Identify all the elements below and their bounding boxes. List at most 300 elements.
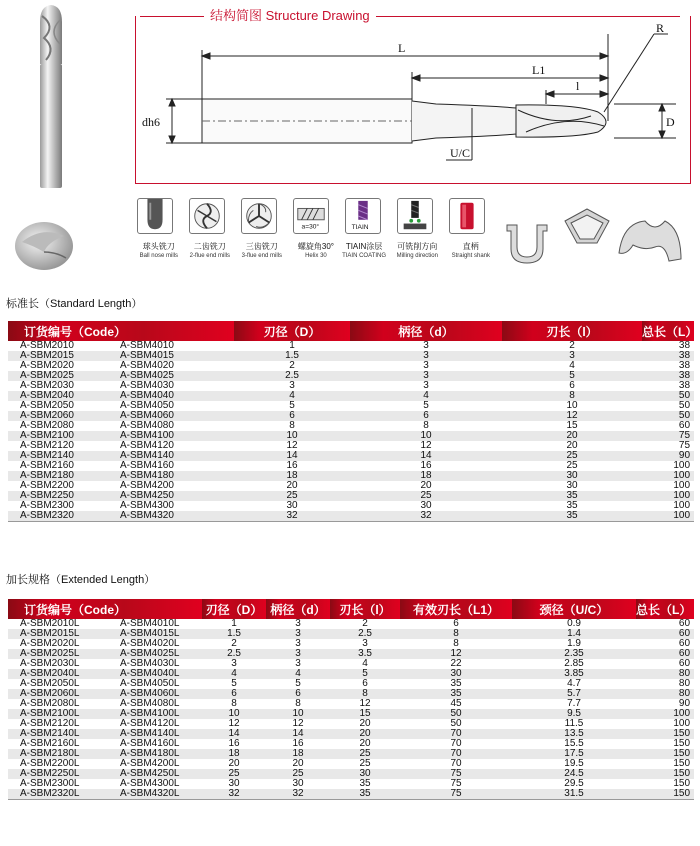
table-cell: A-SBM2030: [8, 381, 108, 391]
table-header-row: [8, 321, 694, 341]
table-row: [8, 501, 694, 511]
table-cell: A-SBM2025: [8, 371, 108, 381]
table-cell: A-SBM4250: [108, 491, 234, 501]
table-cell: 4: [330, 659, 400, 669]
table-cell: 3: [266, 629, 330, 639]
table-cell: 25: [350, 491, 502, 501]
table-cell: 100: [636, 709, 694, 719]
table-cell: A-SBM4015L: [108, 629, 202, 639]
two-flute-icon: [189, 198, 225, 234]
col-header-blade-diameter: 刃径（D）: [202, 599, 266, 619]
table-cell: 1: [234, 341, 350, 351]
table-row: [8, 659, 694, 669]
table-cell: 50: [642, 401, 694, 411]
table-cell: 4: [350, 391, 502, 401]
table-cell: 38: [642, 361, 694, 371]
table-row: [8, 381, 694, 391]
table-cell: 18: [202, 749, 266, 759]
table-cell: A-SBM4040L: [108, 669, 202, 679]
table-cell: 32: [266, 789, 330, 800]
table-cell: 16: [202, 739, 266, 749]
table-cell: A-SBM2050: [8, 401, 108, 411]
table-cell: 6: [350, 411, 502, 421]
table-cell: 150: [636, 759, 694, 769]
table-cell: 12: [266, 719, 330, 729]
table-cell: 6: [266, 689, 330, 699]
table-cell: A-SBM4160: [108, 461, 234, 471]
table-cell: 20: [266, 759, 330, 769]
table-cell: 70: [400, 739, 512, 749]
col-header-neck-diameter: 颈径（U/C）: [512, 599, 636, 619]
table-cell: 20: [330, 729, 400, 739]
table-cell: 38: [642, 381, 694, 391]
table-row: [8, 739, 694, 749]
col-header-code: 订货编号（Code）: [8, 599, 202, 619]
table-cell: 3.5: [330, 649, 400, 659]
table-cell: 20: [234, 481, 350, 491]
table-cell: 3: [350, 371, 502, 381]
table-cell: A-SBM2080L: [8, 699, 108, 709]
table-cell: 150: [636, 789, 694, 800]
dim-R-label: R: [656, 21, 665, 35]
table-cell: 2: [330, 619, 400, 629]
table-cell: A-SBM4250L: [108, 769, 202, 779]
table-cell: 32: [350, 511, 502, 522]
table-row: [8, 451, 694, 461]
table-cell: A-SBM4300L: [108, 779, 202, 789]
table-cell: 1: [202, 619, 266, 629]
table-cell: 38: [642, 351, 694, 361]
table-cell: A-SBM4160L: [108, 739, 202, 749]
table-cell: 60: [642, 421, 694, 431]
feature-icons-row: [132, 198, 502, 270]
table-cell: 32: [202, 789, 266, 800]
table-cell: A-SBM2300L: [8, 779, 108, 789]
table-cell: A-SBM4140: [108, 451, 234, 461]
table-cell: 14: [202, 729, 266, 739]
table-cell: 35: [330, 789, 400, 800]
table-row: [8, 401, 694, 411]
table-row: [8, 709, 694, 719]
col-header-shank-diameter: 柄径（d）: [350, 321, 502, 341]
table-cell: 9.5: [512, 709, 636, 719]
feature-label: TIAIN涂层 TIAIN COATING: [342, 242, 386, 259]
dim-uc-label: U/C: [450, 146, 471, 160]
table-cell: A-SBM2030L: [8, 659, 108, 669]
helix-icon: [293, 198, 329, 234]
table-cell: 2.5: [202, 649, 266, 659]
table-cell: A-SBM2060: [8, 411, 108, 421]
table-row: [8, 729, 694, 739]
table-cell: 18: [234, 471, 350, 481]
table-cell: 6: [400, 619, 512, 629]
table-cell: 50: [400, 709, 512, 719]
table-cell: A-SBM4180: [108, 471, 234, 481]
tool-end-view-image: [12, 212, 76, 276]
feature-coating: [340, 198, 386, 262]
table-cell: 10: [502, 401, 642, 411]
table-cell: 22: [400, 659, 512, 669]
table-cell: 1.4: [512, 629, 636, 639]
table-cell: 38: [642, 371, 694, 381]
table-cell: 12: [502, 411, 642, 421]
table-cell: 35: [502, 491, 642, 501]
table-cell: 25: [502, 461, 642, 471]
table-cell: 8: [266, 699, 330, 709]
table-row: [8, 421, 694, 431]
table-cell: 30: [330, 769, 400, 779]
table-row: [8, 749, 694, 759]
table-cell: 8: [234, 421, 350, 431]
table-cell: 24.5: [512, 769, 636, 779]
table-cell: 25: [330, 749, 400, 759]
col-header-shank-diameter: 柄径（d）: [266, 599, 330, 619]
table-row: [8, 619, 694, 629]
table-cell: 10: [350, 431, 502, 441]
table-cell: 3: [350, 351, 502, 361]
table-cell: 2: [202, 639, 266, 649]
coating-icon: [345, 198, 381, 234]
feature-straight-shank: [444, 198, 490, 262]
table-cell: 20: [330, 719, 400, 729]
application-profiles-image: [505, 203, 685, 265]
table-cell: 90: [642, 451, 694, 461]
table-cell: 70: [400, 759, 512, 769]
table-cell: A-SBM2020L: [8, 639, 108, 649]
col-header-overall-length: 总长（L）: [642, 321, 694, 341]
table-cell: 150: [636, 779, 694, 789]
table-cell: 18: [350, 471, 502, 481]
table-row: [8, 649, 694, 659]
table-cell: 150: [636, 729, 694, 739]
table-row: [8, 371, 694, 381]
dim-L-label: L: [398, 41, 406, 55]
table-cell: A-SBM2015L: [8, 629, 108, 639]
table-cell: 100: [642, 471, 694, 481]
table-cell: 3: [266, 649, 330, 659]
table-cell: 100: [642, 481, 694, 491]
col-header-overall-length: 总长（L）: [636, 599, 694, 619]
table-cell: 3: [234, 381, 350, 391]
table-cell: 5: [350, 401, 502, 411]
table-cell: 14: [350, 451, 502, 461]
table-cell: 45: [400, 699, 512, 709]
table-cell: 75: [642, 441, 694, 451]
table-row: [8, 679, 694, 689]
table-cell: 3: [350, 341, 502, 351]
table-cell: 35: [502, 511, 642, 522]
table-cell: 2.85: [512, 659, 636, 669]
table-cell: A-SBM2320L: [8, 789, 108, 800]
table-cell: 30: [350, 501, 502, 511]
table-cell: 60: [636, 629, 694, 639]
table-cell: A-SBM4050: [108, 401, 234, 411]
table-cell: A-SBM4040: [108, 391, 234, 401]
table-cell: A-SBM4320L: [108, 789, 202, 800]
feature-helix: [288, 198, 334, 262]
col-header-effective-length: 有效刃长（L1）: [400, 599, 512, 619]
table-cell: 10: [266, 709, 330, 719]
table-cell: 5.7: [512, 689, 636, 699]
feature-two-flute: [184, 198, 230, 262]
dim-l-label: l: [576, 79, 580, 93]
table-cell: 12: [202, 719, 266, 729]
table-cell: 3: [266, 659, 330, 669]
feature-label: 可铣削方向 Milling direction: [396, 242, 438, 259]
table-cell: 150: [636, 769, 694, 779]
table-row: [8, 351, 694, 361]
structure-drawing-title: 结构简图 Structure Drawing: [204, 6, 376, 26]
table-cell: 3: [330, 639, 400, 649]
table-cell: 5: [502, 371, 642, 381]
table-cell: 20: [350, 481, 502, 491]
table-cell: 8: [350, 421, 502, 431]
table-cell: A-SBM2180L: [8, 749, 108, 759]
feature-label: 球头铣刀 Ball nose mills: [139, 242, 178, 259]
table-cell: 15: [502, 421, 642, 431]
table-cell: 8: [400, 629, 512, 639]
table-cell: A-SBM2020: [8, 361, 108, 371]
col-header-blade-length: 刃长（l）: [502, 321, 642, 341]
svg-text:TIAIN: TIAIN: [351, 224, 369, 232]
table-row: [8, 361, 694, 371]
table-cell: 38: [642, 341, 694, 351]
table-cell: 20: [502, 431, 642, 441]
feature-ball-nose: [132, 198, 178, 262]
table-cell: A-SBM2140: [8, 451, 108, 461]
table-cell: 4: [234, 391, 350, 401]
table-cell: 80: [636, 669, 694, 679]
table-cell: 5: [234, 401, 350, 411]
feature-three-flute: [236, 198, 282, 262]
table-cell: A-SBM4025L: [108, 649, 202, 659]
table-cell: 90: [636, 699, 694, 709]
table-cell: 18: [266, 749, 330, 759]
table-cell: 7.7: [512, 699, 636, 709]
dim-L1-label: L1: [532, 63, 546, 77]
table-cell: A-SBM4060L: [108, 689, 202, 699]
table-cell: 70: [400, 729, 512, 739]
table-cell: 32: [234, 511, 350, 522]
table-cell: 75: [400, 789, 512, 800]
table-cell: 6: [202, 689, 266, 699]
table-cell: A-SBM4020: [108, 361, 234, 371]
table-cell: 20: [330, 739, 400, 749]
table-cell: A-SBM4200: [108, 481, 234, 491]
table-cell: 17.5: [512, 749, 636, 759]
table-row: [8, 759, 694, 769]
table-cell: 2.5: [330, 629, 400, 639]
table-cell: 3: [202, 659, 266, 669]
tool-photo-image: [22, 2, 82, 192]
table-cell: 5: [202, 679, 266, 689]
table-cell: A-SBM4080: [108, 421, 234, 431]
table-row: [8, 689, 694, 699]
table-row: [8, 719, 694, 729]
table-cell: A-SBM2200: [8, 481, 108, 491]
table-cell: 30: [502, 481, 642, 491]
table-header-row: [8, 599, 694, 619]
table-cell: 12: [330, 699, 400, 709]
table-cell: 100: [642, 491, 694, 501]
table-cell: 60: [636, 649, 694, 659]
table-cell: 35: [400, 679, 512, 689]
table-cell: 4: [202, 669, 266, 679]
straight-shank-icon: [449, 198, 485, 234]
table-cell: A-SBM2160L: [8, 739, 108, 749]
table-cell: 4: [266, 669, 330, 679]
table-cell: A-SBM2080: [8, 421, 108, 431]
extended-length-table: [8, 599, 694, 800]
table-cell: A-SBM2100L: [8, 709, 108, 719]
table-cell: A-SBM4080L: [108, 699, 202, 709]
table-cell: A-SBM4020L: [108, 639, 202, 649]
table-cell: A-SBM2300: [8, 501, 108, 511]
table-cell: 25: [330, 759, 400, 769]
table-cell: A-SBM2320: [8, 511, 108, 522]
table-cell: 150: [636, 739, 694, 749]
table-cell: 35: [502, 501, 642, 511]
feature-label: 直柄 Straight shank: [451, 242, 490, 259]
table-cell: A-SBM2140L: [8, 729, 108, 739]
table-cell: A-SBM4120L: [108, 719, 202, 729]
dim-dh6-label: dh6: [142, 115, 160, 129]
col-header-blade-length: 刃长（l）: [330, 599, 400, 619]
table-cell: A-SBM4060: [108, 411, 234, 421]
table-cell: 16: [350, 461, 502, 471]
dim-D-label: D: [666, 115, 675, 129]
table-cell: 25: [266, 769, 330, 779]
table-cell: 25: [502, 451, 642, 461]
table-cell: 30: [202, 779, 266, 789]
table-cell: 6: [234, 411, 350, 421]
table-cell: 50: [400, 719, 512, 729]
table-cell: 4: [502, 361, 642, 371]
table-cell: 1.5: [202, 629, 266, 639]
table-cell: 14: [234, 451, 350, 461]
table-cell: 30: [266, 779, 330, 789]
table-cell: A-SBM2040L: [8, 669, 108, 679]
table-cell: 2: [234, 361, 350, 371]
table-cell: A-SBM4180L: [108, 749, 202, 759]
table-cell: A-SBM2250L: [8, 769, 108, 779]
table-cell: 100: [642, 511, 694, 522]
table-cell: A-SBM2250: [8, 491, 108, 501]
table-cell: A-SBM2180: [8, 471, 108, 481]
table-cell: 35: [400, 689, 512, 699]
table-cell: 10: [234, 431, 350, 441]
table-cell: 20: [202, 759, 266, 769]
table-cell: 3.85: [512, 669, 636, 679]
col-header-blade-diameter: 刃径（D）: [234, 321, 350, 341]
table-cell: A-SBM2015: [8, 351, 108, 361]
table-cell: A-SBM4120: [108, 441, 234, 451]
table-cell: 12: [400, 649, 512, 659]
table-row: [8, 341, 694, 351]
table-cell: A-SBM4030: [108, 381, 234, 391]
table-cell: 8: [330, 689, 400, 699]
table-cell: 8: [502, 391, 642, 401]
table-cell: 75: [642, 431, 694, 441]
table-row: [8, 511, 694, 522]
table-cell: 30: [502, 471, 642, 481]
table-cell: A-SBM2050L: [8, 679, 108, 689]
table-cell: 1.9: [512, 639, 636, 649]
table-row: [8, 491, 694, 501]
table-cell: 14: [266, 729, 330, 739]
table-row: [8, 639, 694, 649]
table-row: [8, 441, 694, 451]
table-cell: 12: [350, 441, 502, 451]
table-cell: 8: [400, 639, 512, 649]
table-cell: 29.5: [512, 779, 636, 789]
milling-direction-icon: [397, 198, 433, 234]
table-cell: A-SBM2040: [8, 391, 108, 401]
table-row: [8, 461, 694, 471]
table-row: [8, 431, 694, 441]
table-cell: A-SBM4025: [108, 371, 234, 381]
feature-label: 二齿铣刀 2-flue end mills: [189, 242, 230, 259]
feature-milling-direction: [392, 198, 438, 262]
table-cell: 13.5: [512, 729, 636, 739]
table-cell: A-SBM2100: [8, 431, 108, 441]
table-cell: A-SBM4100: [108, 431, 234, 441]
table-cell: 75: [400, 769, 512, 779]
table-cell: A-SBM4050L: [108, 679, 202, 689]
table-cell: A-SBM4100L: [108, 709, 202, 719]
table-cell: 0.9: [512, 619, 636, 629]
table-cell: 3: [350, 381, 502, 391]
table-cell: A-SBM2120: [8, 441, 108, 451]
table-cell: A-SBM4010: [108, 341, 234, 351]
feature-label: 螺旋角30° Helix 30: [297, 242, 334, 259]
table-cell: 1.5: [234, 351, 350, 361]
table-cell: 30: [234, 501, 350, 511]
table-cell: A-SBM4200L: [108, 759, 202, 769]
standard-length-table: [8, 321, 698, 522]
table-row: [8, 471, 694, 481]
feature-label: 三齿铣刀 3-flue end mills: [241, 242, 282, 259]
col-header-code: 订货编号（Code）: [8, 321, 234, 341]
table-cell: A-SBM4320: [108, 511, 234, 522]
table-cell: 15.5: [512, 739, 636, 749]
table-cell: 25: [202, 769, 266, 779]
table-cell: 19.5: [512, 759, 636, 769]
table-cell: 150: [636, 749, 694, 759]
table-cell: 3: [266, 639, 330, 649]
table-cell: A-SBM4030L: [108, 659, 202, 669]
table-cell: 3: [502, 351, 642, 361]
table-cell: 60: [636, 639, 694, 649]
table-cell: 8: [202, 699, 266, 709]
table-cell: 60: [636, 659, 694, 669]
table-cell: 15: [330, 709, 400, 719]
standard-length-title: 标准长（Standard Length）: [6, 298, 143, 310]
table-cell: 4.7: [512, 679, 636, 689]
table-row: [8, 481, 694, 491]
table-cell: A-SBM2160: [8, 461, 108, 471]
table-cell: 80: [636, 679, 694, 689]
table-cell: 75: [400, 779, 512, 789]
table-row: [8, 391, 694, 401]
table-row: [8, 669, 694, 679]
table-cell: 100: [642, 461, 694, 471]
table-cell: 50: [642, 411, 694, 421]
table-cell: A-SBM2010: [8, 341, 108, 351]
table-cell: 16: [266, 739, 330, 749]
table-cell: 16: [234, 461, 350, 471]
table-cell: 80: [636, 689, 694, 699]
